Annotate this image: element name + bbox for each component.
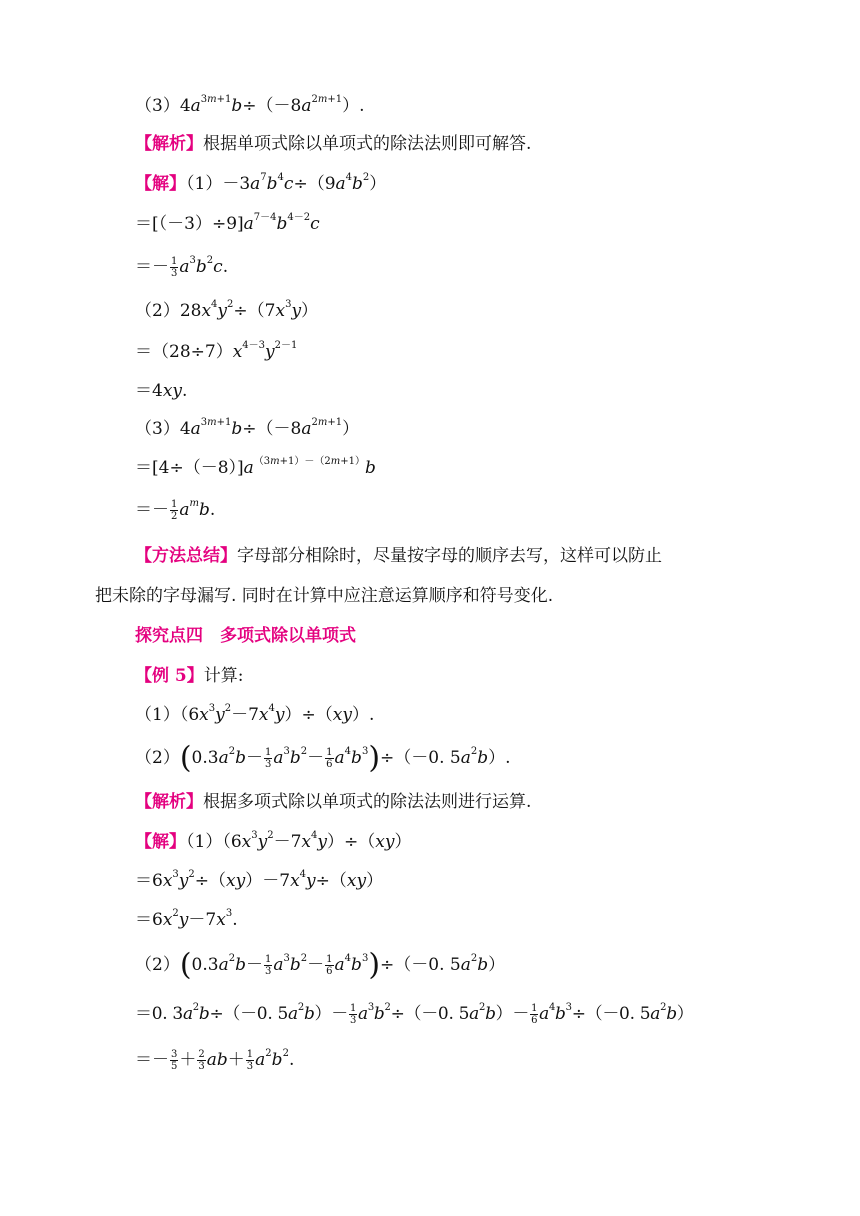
solution-line-6: ＝4xy.: [135, 381, 188, 401]
fraction: $\frac{1}{3}$: [265, 954, 272, 977]
solution2-line-5: ＝0. $3a^2b\div(-0$. $5a^2b)-$ $\frac{1}{3}$ $a^3b^2\div(-0$. $5a^2b)-$ $\frac{1}{6}$ $a^4b^3\div(-0$. $5a^2b$）: [135, 1002, 694, 1026]
example-question-2: $(2)(0.3a^2b-$ $\frac{1}{3}$ $a^3b^2-$ $\frac{1}{6}$ $a^4b^3)\div(-0$. $5a^2b$）.: [135, 740, 511, 776]
solution-line-3: ＝－ $\frac{1}{3}$ $a^3b^2c$.: [135, 255, 229, 279]
fraction: $\frac{1}{6}$: [531, 1003, 538, 1026]
fraction: $\frac{1}{2}$: [171, 499, 178, 522]
example-tag: 【例 5】: [135, 666, 204, 686]
method-summary-line-2: [95, 584, 553, 608]
fraction: $\frac{1}{6}$: [326, 954, 333, 977]
example-question-1: $(1)(6x^3y^2-7x^4y)\div(xy)$.: [135, 703, 375, 725]
solution2-line-3: $=6x^2y-7x^3$.: [135, 908, 238, 930]
section-heading: 探究点四 多项式除以单项式: [135, 626, 356, 646]
solution2-line-6: ＝－ $\frac{3}{5}$ ＋ $\frac{2}{3}$ ab＋ $\frac{1}{3}$ $a^2b^2$.: [135, 1048, 295, 1072]
fraction: $\frac{1}{6}$: [326, 747, 333, 770]
solution-line-4: $(2)28x^4y^2\div(7x^3y)$: [135, 299, 319, 321]
solution2-line-4: $(2)(0.3a^2b-$ $\frac{1}{3}$ $a^3b^2-$ $\frac{1}{6}$ $a^4b^3)\div(-0$. $5a^2b$）: [135, 947, 506, 983]
fraction: $\frac{2}{3}$: [198, 1049, 205, 1072]
analysis-tag: 【解析】: [135, 792, 203, 812]
fraction: $\frac{1}{3}$: [265, 747, 272, 770]
fraction: $\frac{1}{3}$: [246, 1049, 254, 1072]
method-text-2: 把未除的字母漏写. 同时在计算中应注意运算顺序和符号变化.: [95, 586, 554, 606]
analysis-text: 根据多项式除以单项式的除法法则进行运算.: [203, 792, 532, 812]
analysis-tag: 【解析】: [135, 134, 203, 154]
solution-line-8: $=[4\div(-8)]a^{(3m+1)-(2m+1)}b$: [135, 456, 376, 478]
method-summary-line-1: [135, 544, 662, 568]
fraction: $\frac{3}{5}$: [171, 1049, 178, 1072]
fraction: $\frac{1}{3}$: [171, 256, 178, 279]
solution2-line-1: 【解】$(1)(6x^3y^2-7x^4y)\div(xy)$: [135, 830, 412, 852]
solution-tag: 【解】: [135, 832, 186, 852]
method-text-1: 字母部分相除时，尽量按字母的顺序去写，这样可以防止: [237, 546, 662, 566]
example-line: [135, 664, 243, 688]
example-intro: 计算:: [203, 666, 244, 686]
fraction: $\frac{1}{3}$: [349, 1003, 357, 1026]
problem-3-line: $(3)4a^{3m+1}b\div(-8a^{2m+1})$.: [135, 94, 365, 116]
solution-tag: 【解】: [135, 174, 186, 194]
solution-line-7: $(3)4a^{3m+1}b\div(-8a^{2m+1})$: [135, 417, 360, 439]
analysis-text: 根据单项式除以单项式的除法法则即可解答.: [203, 134, 532, 154]
analysis-line-1: [135, 132, 531, 156]
solution-line-9: ＝－ $\frac{1}{2}$ $a^mb$.: [135, 498, 216, 522]
solution-line-5: $=(28\div 7)x^{4-3}y^{2-1}$: [135, 340, 298, 362]
analysis-line-2: [135, 790, 531, 814]
method-tag: 【方法总结】: [135, 546, 237, 566]
solution2-line-2: $=6x^3y^2\div(xy)-7x^4y\div(xy)$: [135, 869, 384, 891]
solution-line-2: $=[(-3)\div 9]a^{7-4}b^{4-2}c$: [135, 212, 320, 234]
solution-line-1: 【解】$(1)-3a^7b^4c\div(9a^4b^2)$: [135, 172, 387, 194]
